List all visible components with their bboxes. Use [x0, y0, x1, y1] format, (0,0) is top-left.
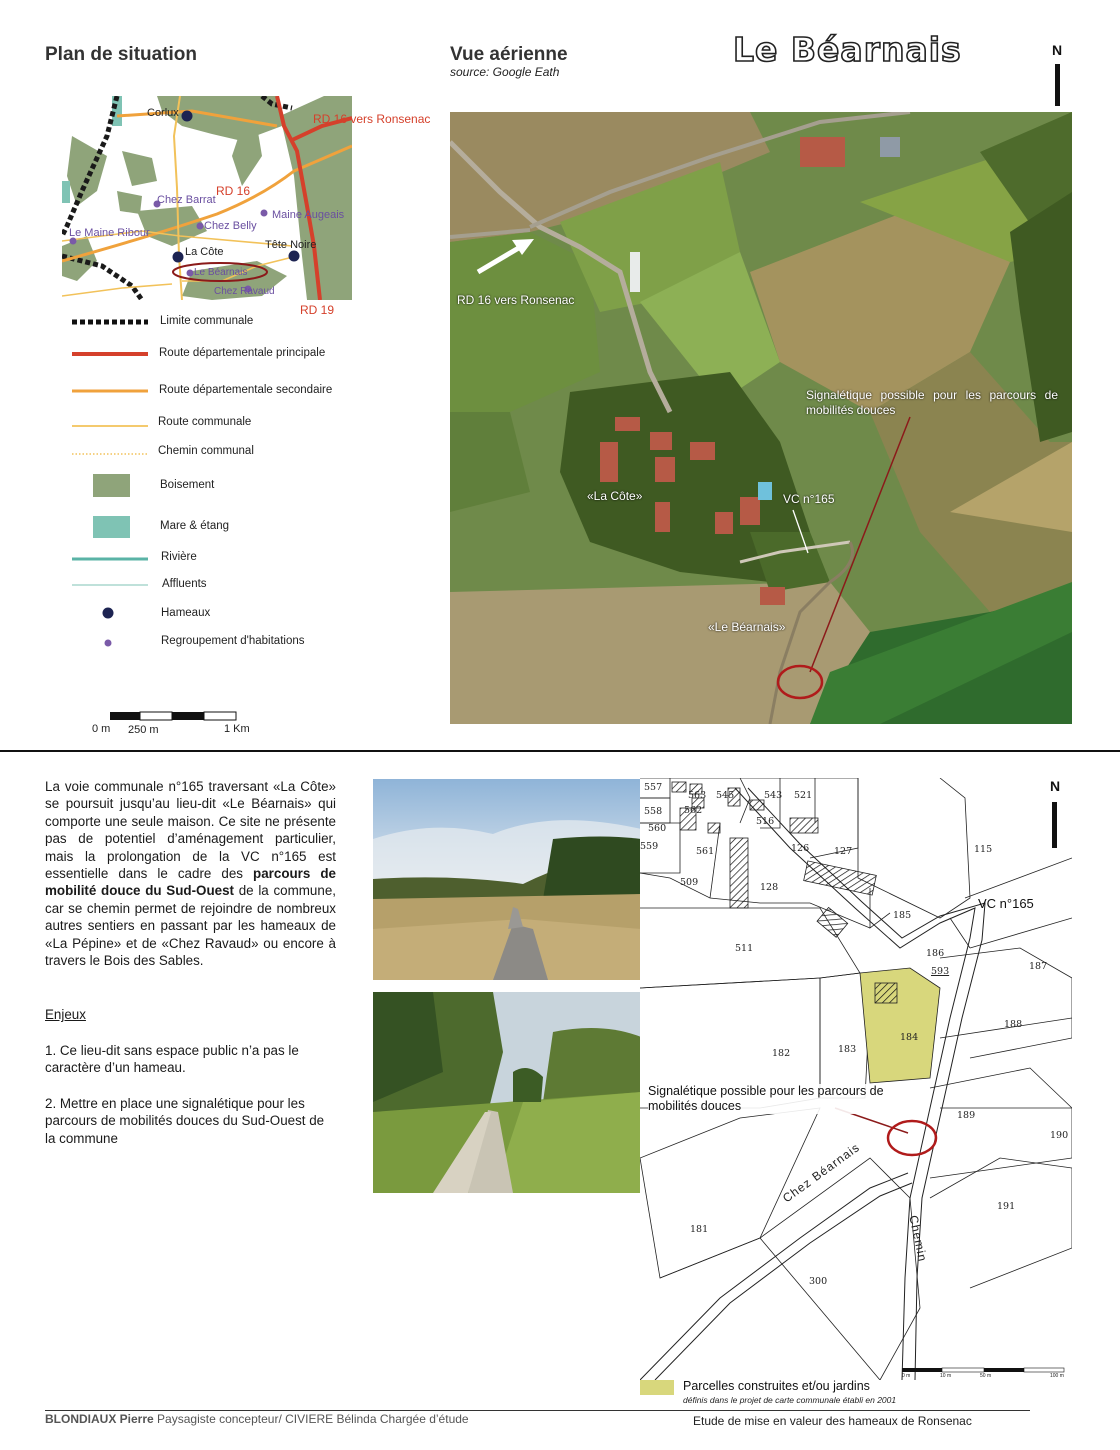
cadastre-vc165-label: VC n°165 — [978, 896, 1034, 911]
legend-affluents: Affluents — [162, 578, 207, 590]
cadastre-map — [640, 778, 1072, 1380]
map-label-rd16: RD 16 — [216, 184, 251, 198]
legend-chemin-communal: Chemin communal — [158, 445, 254, 457]
hamlet-title: Le Béarnais — [733, 30, 962, 69]
parcel-509: 509 — [680, 877, 699, 888]
cadastre-scale-0: 0 m — [902, 1373, 911, 1379]
cadastre-scale-50: 50 m — [980, 1373, 992, 1379]
parcel-300: 300 — [809, 1276, 828, 1287]
situation-map — [62, 96, 431, 300]
road-chemin-label: Chemin — [906, 1214, 930, 1264]
landscape-photo-1 — [373, 779, 641, 980]
map-label-rd19: RD 19 — [300, 303, 335, 317]
footer-author-2-role: Chargée d’étude — [376, 1412, 469, 1426]
parcel-563: 563 — [688, 790, 707, 801]
parcel-185: 185 — [893, 910, 912, 921]
situation-scale-bar — [90, 710, 270, 740]
footer-rule — [45, 1410, 1030, 1411]
footer-author-1: BLONDIAUX Pierre — [45, 1412, 154, 1426]
footer-study-title: Etude de mise en valeur des hameaux de Ronsenac — [693, 1414, 972, 1428]
cadastre-scale-100: 100 m — [1050, 1373, 1064, 1379]
aerial-label-la-cote: «La Côte» — [587, 489, 643, 503]
north-bar-icon — [1055, 64, 1060, 106]
enjeux-item-1: 1. Ce lieu-dit sans espace public n’a pas le caractère d’un hameau. — [45, 1043, 299, 1076]
aerial-view-title: Vue aérienne — [450, 44, 568, 65]
enjeux-item-2: 2. Mettre en place une signalétique pour les parcours de mobilités douces du Sud-Ouest de la commune — [45, 1096, 325, 1146]
parcel-543: 543 — [764, 790, 783, 801]
map-label-chez-barrat: Chez Barrat — [157, 194, 216, 206]
legend-route-principale: Route départementale principale — [159, 347, 326, 359]
footer-author-2: CIVIERE Bélinda — [285, 1412, 377, 1426]
parcel-184: 184 — [900, 1032, 919, 1043]
parcel-559: 559 — [640, 841, 659, 852]
scale-zero: 0 m — [92, 723, 111, 735]
enjeux-title: Enjeux — [45, 1007, 86, 1022]
landscape-photo-2 — [373, 992, 641, 1193]
parcel-561: 561 — [696, 846, 715, 857]
parcel-516: 516 — [756, 816, 775, 827]
scale-end: 1 Km — [224, 723, 250, 735]
footer-author-1-role: Paysagiste concepteur/ — [153, 1412, 286, 1426]
cadastre-signage-label: Signalétique possible pour les parcours de mobilités douces — [648, 1084, 898, 1114]
section-divider — [0, 750, 1120, 752]
legend-parcel-swatch — [640, 1380, 674, 1395]
aerial-label-signage: Signalétique possible pour les parcours de mobilités douces — [806, 388, 1058, 417]
parcel-127: 127 — [834, 846, 853, 857]
aerial-photo — [450, 112, 1072, 724]
parcel-593: 593 — [931, 966, 950, 977]
map-label-corlux: Corlux — [147, 107, 179, 119]
situation-map-title: Plan de situation — [45, 44, 198, 65]
north-arrow-bottom — [1049, 778, 1063, 848]
map-label-rd16-ronsenac: RD 16 vers Ronsenac — [313, 112, 431, 126]
legend-riviere: Rivière — [161, 551, 197, 563]
parcel-187: 187 — [1029, 961, 1048, 972]
parcel-557: 557 — [644, 782, 663, 793]
parcel-188: 188 — [1004, 1019, 1023, 1030]
description-text-bold: parcours de mobilité douce du Sud-Ouest — [45, 866, 337, 899]
legend-mare-etang: Mare & étang — [160, 520, 230, 532]
aerial-label-rd16: RD 16 vers Ronsenac — [457, 293, 575, 307]
parcel-545: 545 — [716, 790, 735, 801]
north-arrow-top — [1051, 42, 1065, 108]
parcel-181: 181 — [690, 1224, 709, 1235]
map-label-le-maine-ribour: Le Maine Ribour — [69, 227, 150, 239]
aerial-label-vc165: VC n°165 — [783, 492, 835, 506]
map-label-le-bearnais: Le Béarnais — [194, 267, 248, 278]
parcel-190: 190 — [1050, 1130, 1069, 1141]
map-label-tete-noire: Tête Noire — [265, 239, 317, 251]
aerial-label-le-bearnais: «Le Béarnais» — [708, 620, 786, 634]
footer-authors — [45, 1412, 469, 1426]
north-letter: N — [1052, 42, 1063, 58]
legend-boisement: Boisement — [160, 479, 215, 491]
map-label-chez-belly: Chez Belly — [204, 220, 257, 232]
parcel-182: 182 — [772, 1048, 791, 1059]
description-text-post: de la commune, car se chemin permet de rejoindre de nombreux autres sentiers en passant par les hameaux de «La Pépine» et de «Chez Ravaud» ou encore à travers le Bois des Sables. — [45, 883, 336, 969]
parcel-189: 189 — [957, 1110, 976, 1121]
parcel-128: 128 — [760, 882, 779, 893]
north-bar-bottom-icon — [1052, 802, 1057, 848]
description-paragraph — [45, 778, 336, 969]
cadastre-scale-10: 10 m — [940, 1373, 952, 1379]
parcel-186: 186 — [926, 948, 945, 959]
parcel-511: 511 — [735, 943, 754, 954]
parcel-126: 126 — [791, 843, 810, 854]
map-label-maine-augeais: Maine Augeais — [272, 209, 345, 221]
parcel-115: 115 — [974, 844, 993, 855]
map-label-la-cote: La Côte — [185, 246, 224, 258]
legend-route-communale: Route communale — [158, 416, 252, 428]
legend-hameaux: Hameaux — [161, 607, 211, 619]
legend-regroupement: Regroupement d'habitations — [161, 635, 305, 647]
parcel-521: 521 — [794, 790, 813, 801]
legend-parcel-note: définis dans le projet de carte communale établi en 2001 — [683, 1395, 897, 1405]
parcel-562: 562 — [684, 805, 703, 816]
road-chez-bearnais-label: Chez Béarnais — [780, 1140, 863, 1206]
situation-legend — [70, 312, 370, 657]
scale-mid: 250 m — [128, 724, 159, 736]
parcel-183: 183 — [838, 1044, 857, 1055]
map-label-chez-ravaud: Chez Ravaud — [214, 286, 275, 297]
legend-route-secondaire: Route départementale secondaire — [159, 384, 333, 396]
legend-parcel-label: Parcelles construites et/ou jardins — [683, 1379, 870, 1393]
parcel-560: 560 — [648, 823, 667, 834]
parcel-558: 558 — [644, 806, 663, 817]
north-letter-bottom: N — [1050, 778, 1061, 794]
aerial-source: source: Google Eath — [450, 65, 560, 79]
description-text-pre: La voie communale n°165 traversant «La Côte» se poursuit jusqu’au lieu-dit «Le Béarnais» qui comporte une seule maison. Ce site ne présente pas de potentiel d’aménagement particulier, mais la prolongation de la VC n°165 est essentielle dans le cadre des — [45, 779, 336, 882]
legend-limite-communale: Limite communale — [160, 315, 254, 327]
parcel-191: 191 — [997, 1201, 1016, 1212]
